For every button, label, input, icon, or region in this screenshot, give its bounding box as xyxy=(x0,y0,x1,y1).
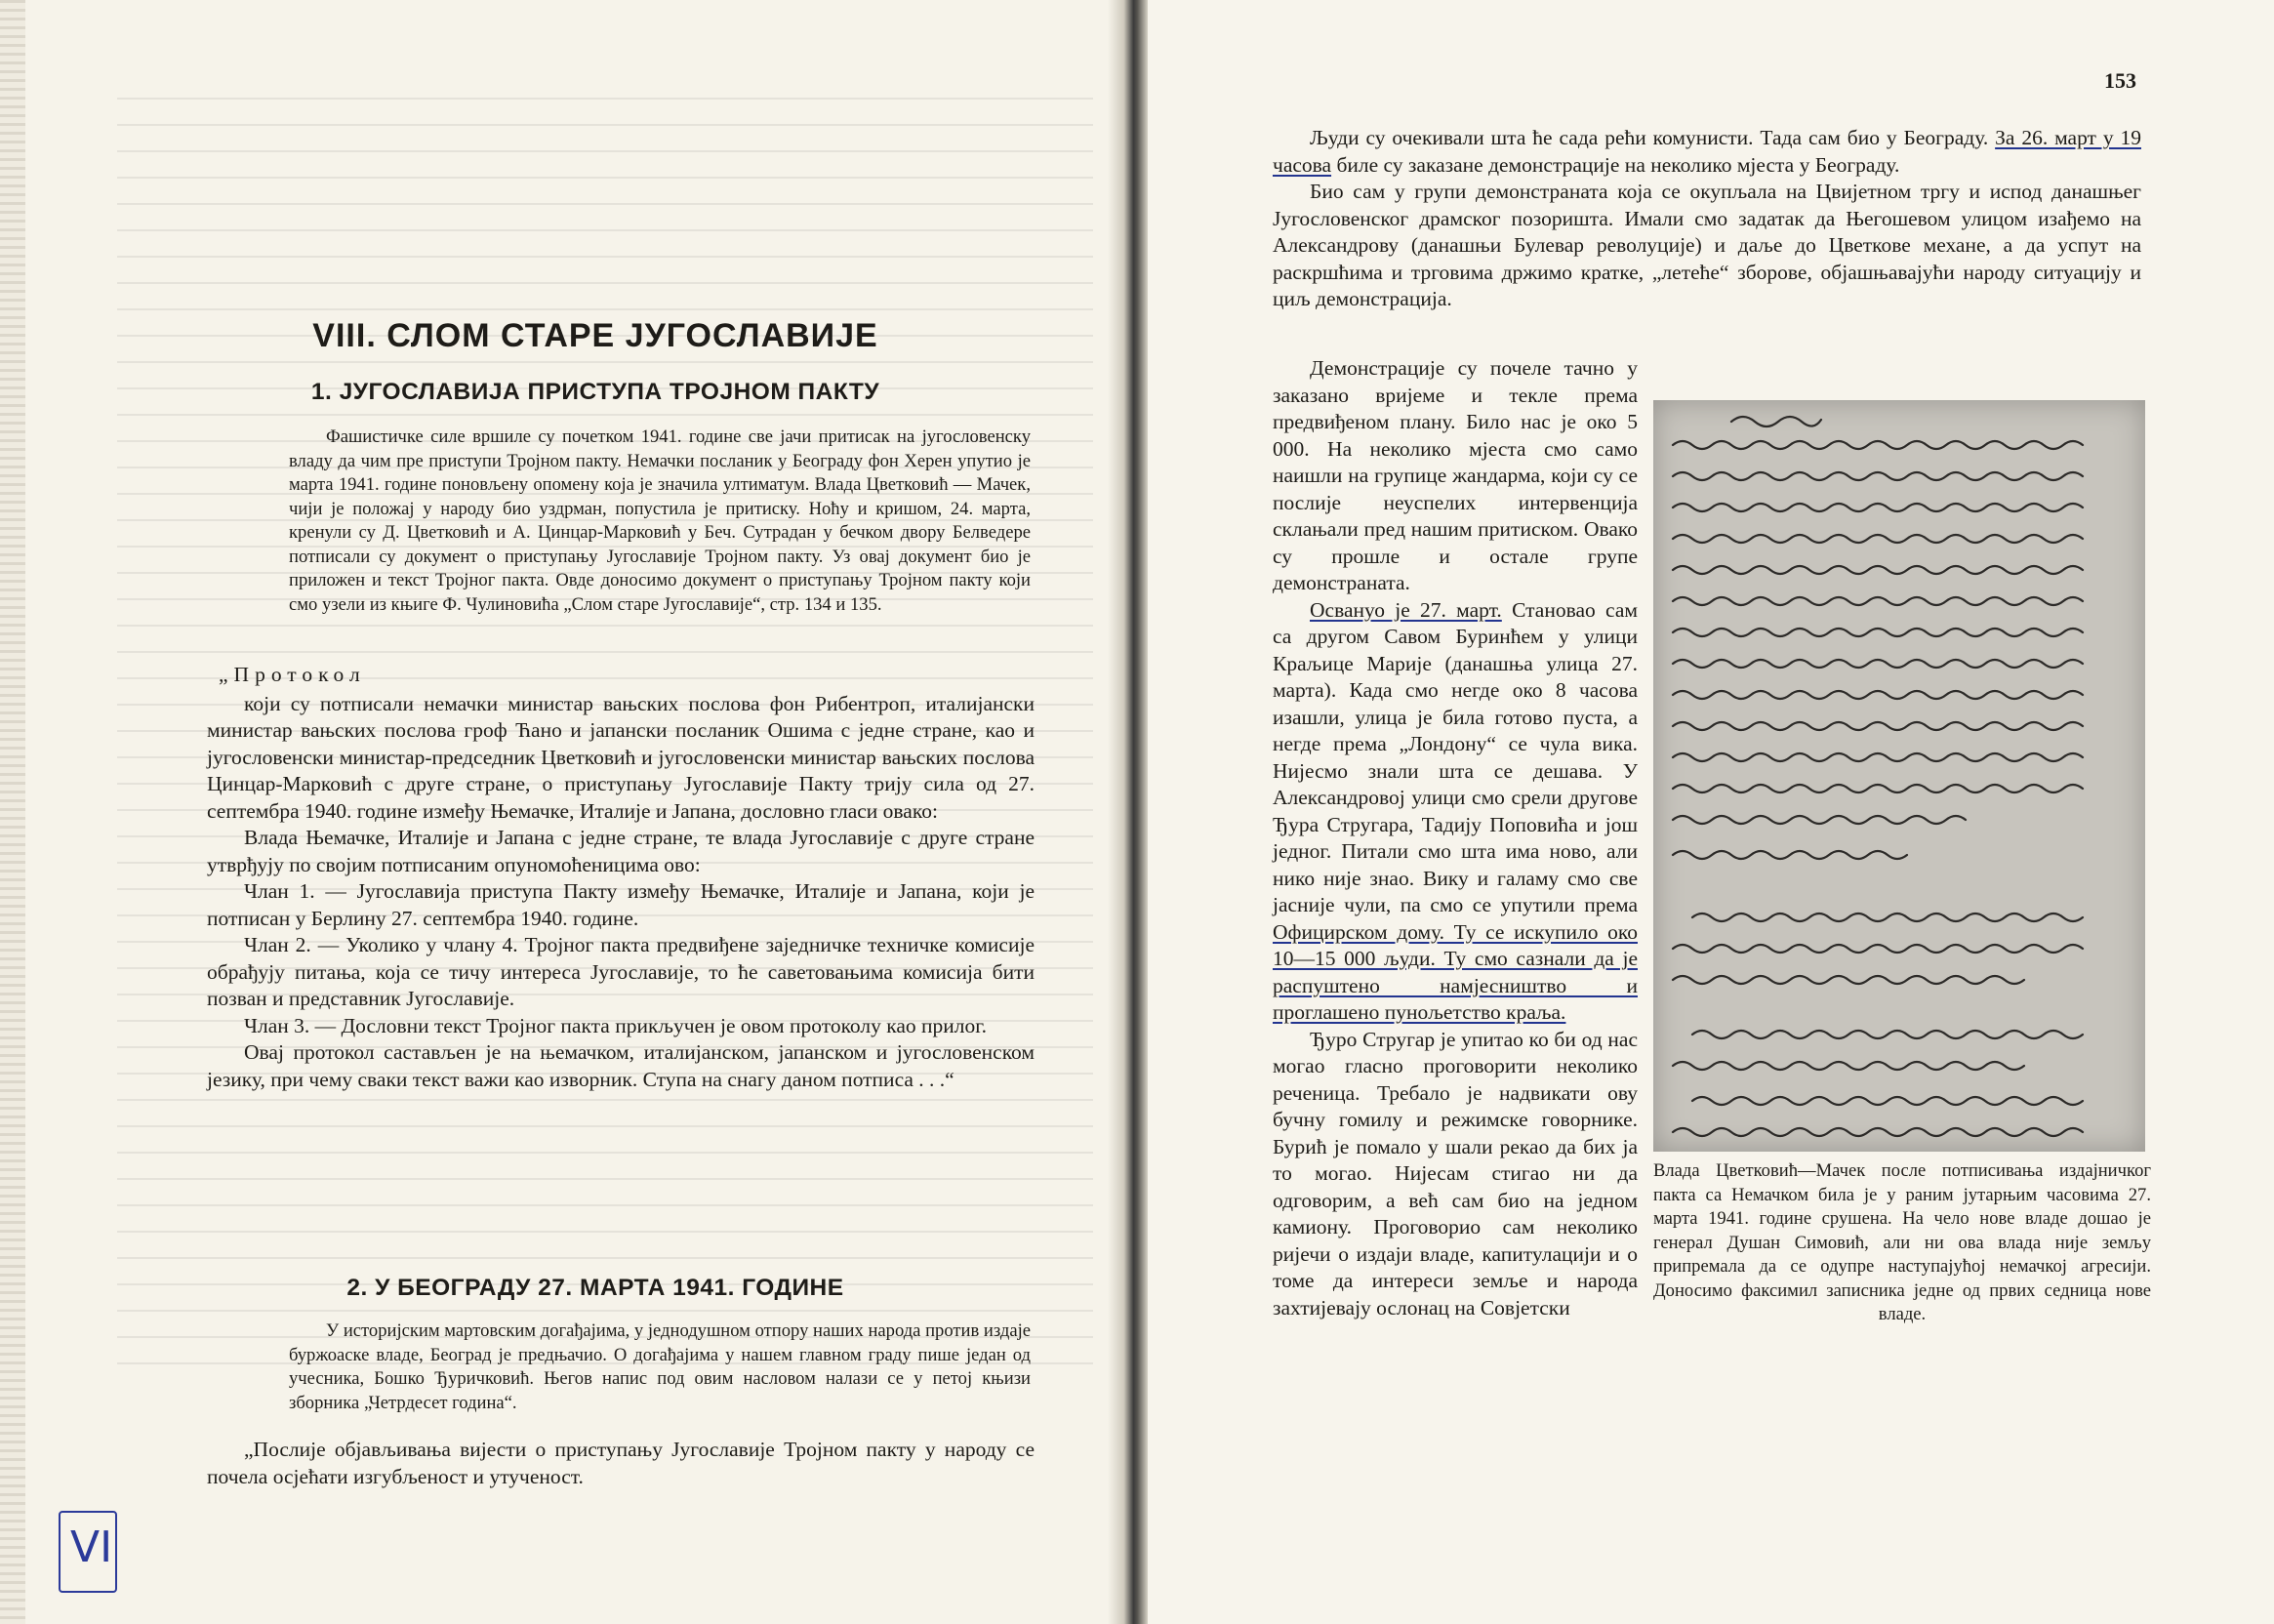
section-1-intro xyxy=(289,426,1031,617)
protocol-paragraph: Влада Њемачке, Италије и Јапана с једне стране, те влада Југославије с друге стране утврђују по својим потписаним опуномоћеницима ово: xyxy=(207,826,1035,876)
paragraph xyxy=(1273,125,2141,179)
section-1-title: 1. ЈУГОСЛАВИЈА ПРИСТУПА ТРОЈНОМ ПАКТУ xyxy=(310,379,880,405)
right-top-text xyxy=(1273,125,2141,313)
text-run: Становао сам са другом Савом Буринћем у улици Краљице Марије (данашња улица 27. марта). Када смо негде око 8 часова изашли, улица је била готово пуста, а негде према „Лондону“ се чула вика. Нијесмо знали шта се дешава. У Александровој улици смо срели другове Ђура Стругара, Тадију Поповића и још једног. Питали смо шта има ново, али нико није знао. Вику и галаму смо све јасније чули, па смо се упутили према xyxy=(1273,597,1638,916)
paragraph xyxy=(1273,597,1638,1027)
scan-edge xyxy=(0,0,25,1624)
facsimile-caption xyxy=(1653,1159,2151,1327)
caption-text: Влада Цветковић—Мачек после потписивања издајничког пакта са Немачком била је у раним јутарњим часовима 27. марта 1941. године срушена. На чело нове владе дошао је генерал Душан Симовић, али ни ова влада није земљу припремала да се одупре наступајућој немачкој агресији. Доносимо факсимил записника једне од првих седница нове владе. xyxy=(1653,1160,2151,1324)
right-column-text xyxy=(1273,355,1638,1321)
protocol-article: Члан 3. — Дословни текст Тројног пакта прикључен је овом протоколу као прилог. xyxy=(244,1013,988,1037)
section-2-intro xyxy=(289,1320,1031,1415)
underlined-text: Освануо је 27. март. xyxy=(1310,597,1502,622)
protocol-article: Члан 1. — Југославија приступа Пакту између Њемачке, Италије и Јапана, који је потписан у Берлину 27. септембра 1940. године. xyxy=(207,879,1035,930)
intro-text: Фашистичке силе вршиле су почетком 1941. године све јачи притисак на југословенску владу да чим пре приступи Тројном пакту. Немачки посланик у Београду фон Херен упутио је марта 1941. године поновљену опомену која је значила ултиматум. Влада Цветковић — Мачек, чији је положај у народу био уздрман, попустила је притиску. Ноћу и кришом, 24. марта, кренули су Д. Цветковић и А. Цинцар-Марковић у Беч. Сутрадан у бечком двору Белведере потписали су документ о приступању Југославије Тројном пакту. Уз овај документ био је приложен и текст Тројног пакта. Овде доносимо документ о приступању Тројном пакту који смо узели из књиге Ф. Чулиновића „Слом старе Југославије“, стр. 134 и 135. xyxy=(289,426,1031,615)
protocol-article: Члан 2. — Уколико у члану 4. Тројног пакта предвиђене заједничке техничке комисије обрађују питања, која се тичу интереса Југославије, то ће саветовањима комисија бити позван и представник Југославије. xyxy=(207,933,1035,1010)
chapter-title: VIII. СЛОМ СТАРЕ ЈУГОСЛАВИЈЕ xyxy=(312,317,878,354)
paragraph: Ђуро Стругар је упитао ко би од нас могао гласно проговорити неколико реченица. Требало је надвикати ову бучну гомилу и режимске говорнике. Бурић је помало у шали рекао да бих ја то могао. Нијесам стигао ни да одговорим, а већ сам био на једном камиону. Проговорио сам неколико ријечи о издаји владе, капитулацији и о томе да интереси земље и народа захтијевају ослонац на Совјетски xyxy=(1273,1027,1638,1320)
intro-text: У историјским мартовским догађајима, у једнодушном отпору наших народа против издаје буржоаске владе, Београд је предњачио. О догађајима у нашем главном граду пише један од учесника, Бошко Ђуричковић. Његов напис под овим насловом налази се у петој књизи зборника „Четрдесет година“. xyxy=(289,1320,1031,1413)
handwriting-scribble xyxy=(1653,400,2145,1152)
paragraph: Био сам у групи демонстраната која се окупљала на Цвијетном тргу и испод данашњег Југословенског драмског позоришта. Имали смо задатак да Његошевом улицом изађемо на Александрову (данашњи Булевар револуције) и даље до Цветкове механе, а да успут на раскршћима и трговима држимо кратке, „летеће“ зборове, објашњавајући народу ситуацију и циљ демонстрација. xyxy=(1273,180,2141,310)
text-run: биле су заказане демонстрације на неколико мјеста у Београду. xyxy=(1336,152,1900,177)
underlined-text: Официрском дому. Ту се искупило око 10—15 000 људи. Ту смо сазнали да је распуштено намјесништво и проглашено пунољетство краља. xyxy=(1273,919,1638,1024)
text-run: Људи су очекивали шта ће сада рећи комунисти. Тада сам био у Београду. xyxy=(1310,126,1989,149)
mark-text: VI xyxy=(70,1522,113,1572)
paragraph: Демонстрације су почеле тачно у заказано вријеме и текле према предвиђеном плану. Било нас је око 5 000. На неколико мјеста смо само наишли на групице жандарма, који су се послије неуспелих интервенција склањали пред нашим притиском. Овако су прошле и остале групе демонстраната. xyxy=(1273,356,1638,594)
page-number: 153 xyxy=(2104,68,2136,93)
underlined-text: За 26. март у 19 часова xyxy=(1273,126,2141,177)
section-2-text xyxy=(207,1437,1035,1490)
section-2-title: 2. У БЕОГРАДУ 27. МАРТА 1941. ГОДИНЕ xyxy=(346,1275,844,1301)
protocol-paragraph: који су потписали немачки министар вањских послова фон Рибентроп, италијански министар вањских послова гроф Ћано и јапански посланик Ошима с једне стране, као и југословенски министар-председник Цветковић и југословенски министар вањских послова Цинцар-Марковић с друге стране, о приступању Југославије Пакту трију сила од 27. септембра 1940. године између Њемачке, Италије и Јапана, дословно гласи овако: xyxy=(207,691,1035,823)
protocol-text xyxy=(207,662,1035,1093)
manuscript-facsimile xyxy=(1653,400,2145,1152)
left-page xyxy=(0,0,1122,1624)
protocol-paragraph: Овај протокол састављен је на њемачком, италијанском, јапанском и југословенском језику, при чему сваки текст важи као изворник. Ступа на снагу даном потписа . . .“ xyxy=(207,1040,1035,1091)
quote-paragraph: „Послије објављивања вијести о приступању Југославије Тројном пакту у народу се почела осјећати изгубљеност и утученост. xyxy=(207,1438,1035,1488)
protocol-heading: „Протокол xyxy=(219,663,366,686)
